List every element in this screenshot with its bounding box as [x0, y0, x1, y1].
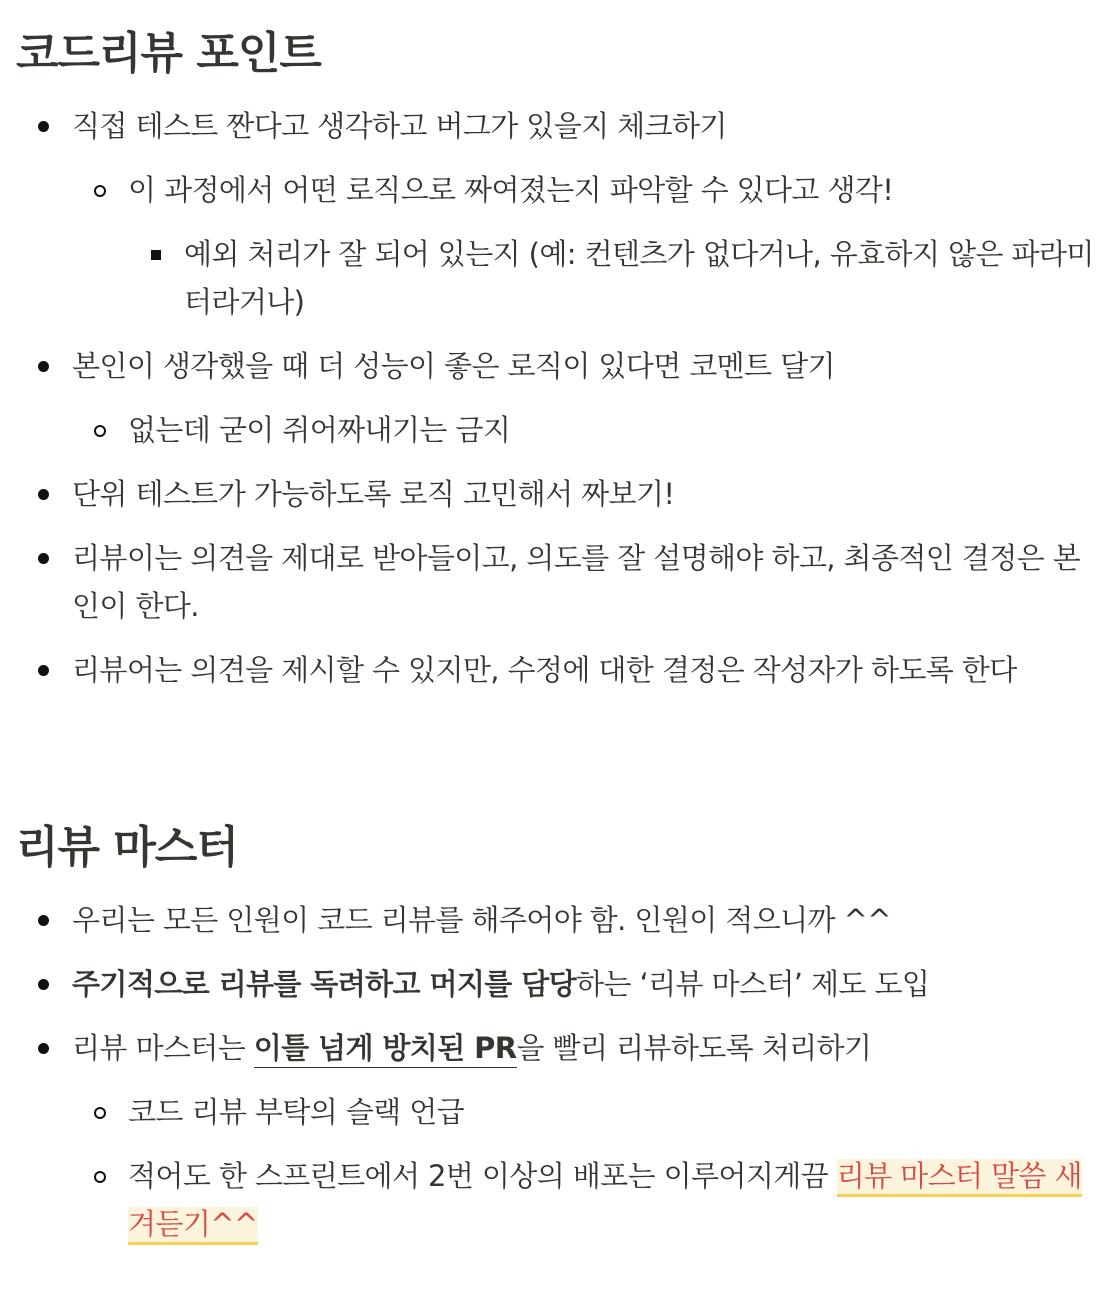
- list-item-text: 예외 처리가 잘 되어 있는지 (예: 컨텐츠가 없다거나, 유효하지 않은 파라미터라거나): [184, 237, 1094, 319]
- list-item-text: 리뷰이는 의견을 제대로 받아들이고, 의도를 잘 설명해야 하고, 최종적인 결정은 본인이 한다.: [72, 541, 1081, 623]
- section-heading-review-master: 리뷰 마스터: [16, 822, 238, 873]
- list-item: [128, 1152, 1096, 1248]
- list-item: [72, 342, 1096, 390]
- list-item: [128, 1088, 1096, 1136]
- list-item: [72, 102, 1096, 150]
- list-item: [72, 470, 1096, 518]
- list-item-text: 하는 ‘리뷰 마스터’ 제도 도입: [576, 967, 930, 1001]
- list-item-text: 없는데 굳이 쥐어짜내기는 금지: [128, 413, 511, 447]
- list-item-text: 우리는 모든 인원이 코드 리뷰를 해주어야 함. 인원이 적으니까 ^^: [72, 903, 891, 937]
- list-item-text: 단위 테스트가 가능하도록 로직 고민해서 짜보기!: [72, 477, 675, 511]
- list-item: [72, 896, 1096, 944]
- list-item: [72, 534, 1096, 630]
- list-item: [72, 646, 1096, 694]
- list-item: [72, 1024, 1096, 1072]
- highlighted-text: 리뷰 마스터 말씀 새겨듣기^^: [128, 1159, 1082, 1245]
- list-item-text: 리뷰 마스터는: [72, 1031, 254, 1065]
- list-item: [72, 960, 1096, 1008]
- list-item-text: 리뷰어는 의견을 제시할 수 있지만, 수정에 대한 결정은 작성자가 하도록 한다: [72, 653, 1017, 687]
- list-item-text: 본인이 생각했을 때 더 성능이 좋은 로직이 있다면 코멘트 달기: [72, 349, 835, 383]
- list-item-text: 적어도 한 스프린트에서 2번 이상의 배포는 이루어지게끔: [128, 1159, 837, 1193]
- list-item: [184, 230, 1096, 326]
- bold-underlined-text: 이틀 넘게 방치된 PR: [254, 1031, 517, 1068]
- list-item-text: 코드 리뷰 부탁의 슬랙 언급: [128, 1095, 465, 1129]
- list-item-text: 이 과정에서 어떤 로직으로 짜여졌는지 파악할 수 있다고 생각!: [128, 173, 894, 207]
- section-heading-code-review-points: 코드리뷰 포인트: [16, 28, 321, 79]
- list-item-text: 직접 테스트 짠다고 생각하고 버그가 있을지 체크하기: [72, 109, 727, 143]
- list-item: [128, 406, 1096, 454]
- list-item-text: 을 빨리 리뷰하도록 처리하기: [516, 1031, 872, 1065]
- bold-text: 주기적으로 리뷰를 독려하고 머지를 담당: [72, 967, 577, 1001]
- list-item: [128, 166, 1096, 214]
